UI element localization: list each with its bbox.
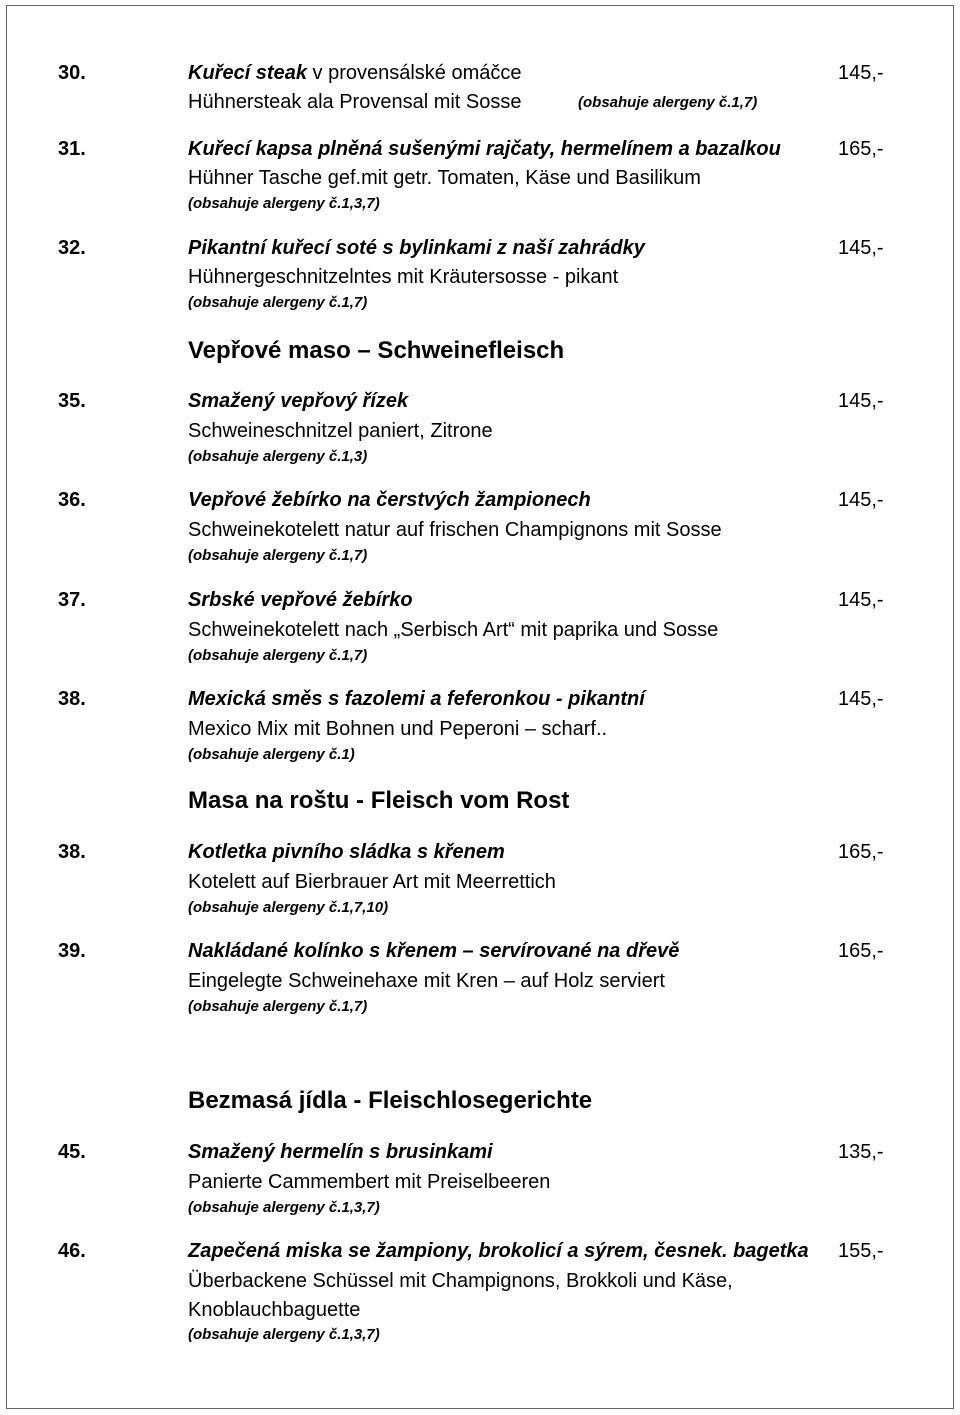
item-number: 37.	[58, 589, 86, 611]
item-allergens: (obsahuje alergeny č.1,7)	[188, 998, 368, 1015]
item-price: 165,-	[838, 841, 884, 863]
item-allergens: (obsahuje alergeny č.1,7)	[578, 94, 758, 111]
item-price: 145,-	[838, 688, 884, 710]
item-name-cz: Zapečená miska se žampiony, brokolicí a sýrem, česnek. bagetka	[188, 1240, 809, 1262]
item-price: 155,-	[838, 1240, 884, 1262]
item-name-de: Schweineschnitzel paniert, Zitrone	[188, 420, 493, 442]
item-name-cz: Kuřecí kapsa plněná sušenými rajčaty, hermelínem a bazalkou	[188, 138, 781, 160]
item-name-de: Schweinekotelett natur auf frischen Champignons mit Sosse	[188, 519, 722, 541]
item-name-de: Eingelegte Schweinehaxe mit Kren – auf Holz serviert	[188, 970, 665, 992]
item-name-de-line2: Knoblauchbaguette	[188, 1299, 361, 1321]
item-name-cz: Srbské vepřové žebírko	[188, 589, 413, 611]
item-number: 32.	[58, 237, 86, 259]
item-number: 39.	[58, 940, 86, 962]
item-name-de: Kotelett auf Bierbrauer Art mit Meerrettich	[188, 871, 556, 893]
item-name-italic: Kuřecí steak	[188, 62, 307, 84]
section-heading-vegetarian: Bezmasá jídla - Fleischlosegerichte	[188, 1087, 593, 1114]
item-price: 145,-	[838, 62, 884, 84]
item-allergens: (obsahuje alergeny č.1,7)	[188, 647, 368, 664]
item-price: 165,-	[838, 138, 884, 160]
item-number: 36.	[58, 489, 86, 511]
item-number: 46.	[58, 1240, 86, 1262]
item-allergens: (obsahuje alergeny č.1,3)	[188, 448, 368, 465]
item-name-cz: Nakládané kolínko s křenem – servírované na dřevě	[188, 940, 680, 962]
item-number: 38.	[58, 841, 86, 863]
item-name-cz: Vepřové žebírko na čerstvých žampionech	[188, 489, 591, 511]
item-price: 165,-	[838, 940, 884, 962]
item-allergens: (obsahuje alergeny č.1,3,7)	[188, 195, 380, 212]
section-heading-grill: Masa na roštu - Fleisch vom Rost	[188, 787, 570, 814]
item-allergens: (obsahuje alergeny č.1,3,7)	[188, 1326, 380, 1343]
item-number: 31.	[58, 138, 86, 160]
item-allergens: (obsahuje alergeny č.1,7)	[188, 547, 368, 564]
item-name-de: Schweinekotelett nach „Serbisch Art“ mit paprika und Sosse	[188, 619, 719, 641]
item-name-cz: Mexická směs s fazolemi a feferonkou - pikantní	[188, 688, 645, 710]
item-allergens: (obsahuje alergeny č.1,3,7)	[188, 1199, 380, 1216]
item-name-plain: v provensálské omáčce	[306, 62, 522, 84]
item-number: 30.	[58, 62, 86, 84]
item-name-cz: Smažený vepřový řízek	[188, 390, 409, 412]
item-number: 35.	[58, 390, 86, 412]
item-name-cz: Kotletka pivního sládka s křenem	[188, 841, 505, 863]
item-allergens: (obsahuje alergeny č.1,7)	[188, 294, 368, 311]
item-price: 145,-	[838, 589, 884, 611]
item-price: 135,-	[838, 1141, 884, 1163]
item-name-de: Mexico Mix mit Bohnen und Peperoni – scharf..	[188, 718, 608, 740]
item-allergens: (obsahuje alergeny č.1)	[188, 746, 355, 763]
item-name-cz: Smažený hermelín s brusinkami	[188, 1141, 493, 1163]
item-name-de: Hühnergeschnitzelntes mit Kräutersosse - pikant	[188, 266, 619, 288]
section-heading-pork: Vepřové maso – Schweinefleisch	[188, 337, 565, 364]
item-name-de: Überbackene Schüssel mit Champignons, Brokkoli und Käse,	[188, 1270, 733, 1292]
item-name-de: Hühner Tasche gef.mit getr. Tomaten, Käse und Basilikum	[188, 167, 701, 189]
item-name-de: Hühnersteak ala Provensal mit Sosse	[188, 91, 522, 113]
item-allergens: (obsahuje alergeny č.1,7,10)	[188, 899, 389, 916]
item-price: 145,-	[838, 390, 884, 412]
item-number: 38.	[58, 688, 86, 710]
item-name-cz: Pikantní kuřecí soté s bylinkami z naší zahrádky	[188, 237, 645, 259]
item-price: 145,-	[838, 237, 884, 259]
item-number: 45.	[58, 1141, 86, 1163]
item-price: 145,-	[838, 489, 884, 511]
item-name-de: Panierte Cammembert mit Preiselbeeren	[188, 1171, 551, 1193]
item-name-cz	[188, 60, 522, 86]
